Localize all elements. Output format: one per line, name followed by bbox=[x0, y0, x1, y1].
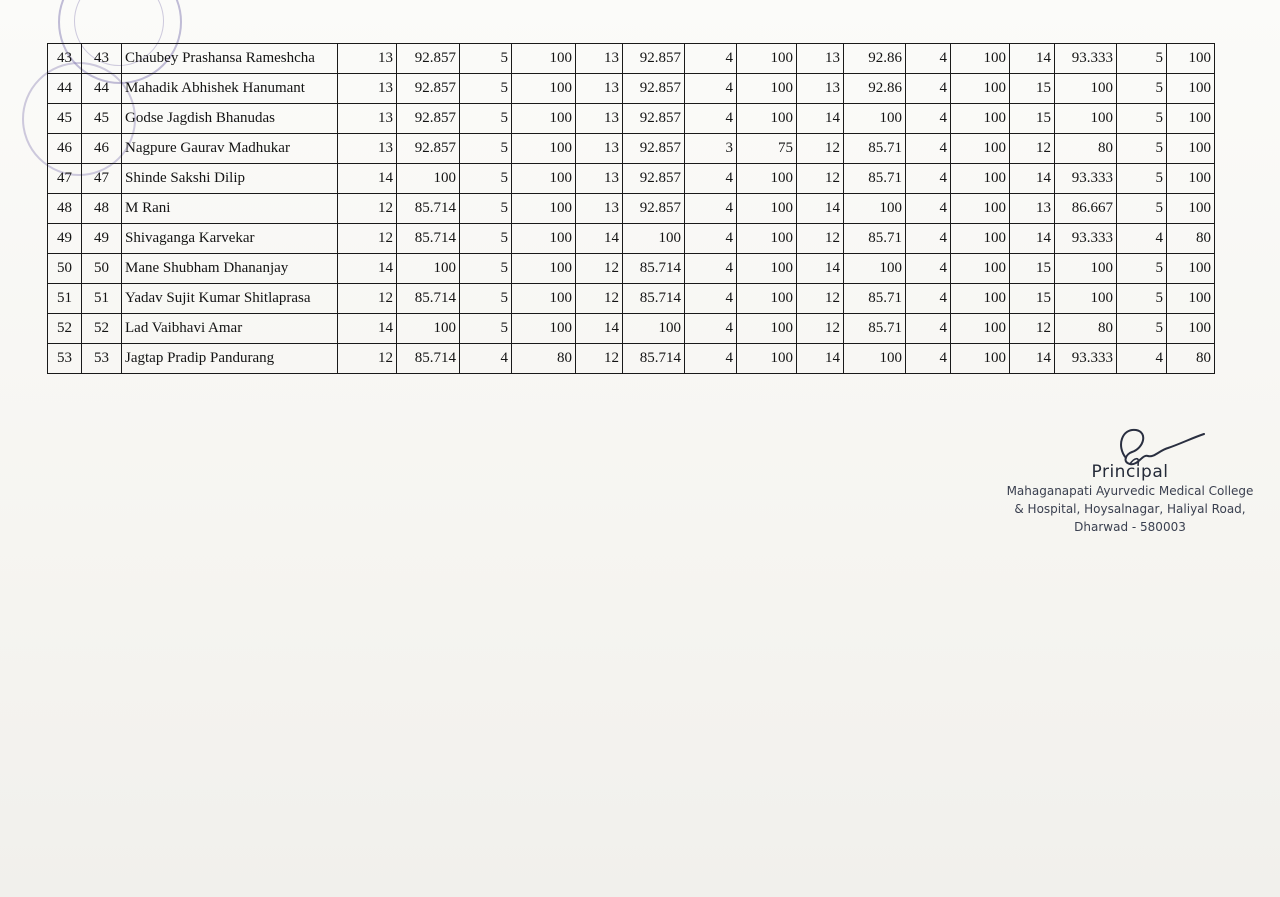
score-cell: 15 bbox=[1010, 74, 1055, 104]
score-cell: 100 bbox=[1167, 284, 1215, 314]
score-cell: 100 bbox=[512, 284, 576, 314]
table-row bbox=[48, 224, 1215, 254]
score-cell: 92.857 bbox=[623, 44, 685, 74]
score-cell: 100 bbox=[512, 74, 576, 104]
score-cell: 100 bbox=[1167, 74, 1215, 104]
score-cell: 92.86 bbox=[844, 74, 906, 104]
score-cell: 12 bbox=[338, 194, 397, 224]
score-cell: 5 bbox=[1117, 104, 1167, 134]
score-cell: 3 bbox=[685, 134, 737, 164]
score-cell: 85.71 bbox=[844, 224, 906, 254]
student-name-cell: Mane Shubham Dhananjay bbox=[122, 254, 338, 284]
score-cell: 14 bbox=[338, 254, 397, 284]
score-cell: 100 bbox=[512, 314, 576, 344]
score-cell: 4 bbox=[685, 194, 737, 224]
score-cell: 13 bbox=[576, 74, 623, 104]
student-name-cell: Shinde Sakshi Dilip bbox=[122, 164, 338, 194]
score-cell: 100 bbox=[1167, 314, 1215, 344]
table-row bbox=[48, 104, 1215, 134]
serial-number-cell: 50 bbox=[48, 254, 82, 284]
score-cell: 13 bbox=[797, 74, 844, 104]
score-cell: 85.714 bbox=[623, 254, 685, 284]
score-cell: 14 bbox=[797, 104, 844, 134]
score-cell: 5 bbox=[460, 104, 512, 134]
score-cell: 92.857 bbox=[397, 104, 460, 134]
score-cell: 4 bbox=[906, 74, 951, 104]
serial-number-cell: 49 bbox=[48, 224, 82, 254]
score-cell: 100 bbox=[737, 164, 797, 194]
score-cell: 14 bbox=[1010, 164, 1055, 194]
serial-number-cell: 46 bbox=[48, 134, 82, 164]
score-cell: 12 bbox=[338, 344, 397, 374]
score-cell: 85.714 bbox=[623, 344, 685, 374]
score-cell: 100 bbox=[951, 314, 1010, 344]
score-cell: 5 bbox=[1117, 194, 1167, 224]
score-cell: 13 bbox=[576, 44, 623, 74]
score-cell: 12 bbox=[338, 224, 397, 254]
score-cell: 85.714 bbox=[397, 194, 460, 224]
score-cell: 85.71 bbox=[844, 314, 906, 344]
serial-number-cell: 48 bbox=[48, 194, 82, 224]
score-cell: 100 bbox=[737, 344, 797, 374]
score-cell: 100 bbox=[737, 74, 797, 104]
roll-number-cell: 45 bbox=[82, 104, 122, 134]
table-row bbox=[48, 314, 1215, 344]
score-cell: 4 bbox=[906, 44, 951, 74]
score-cell: 100 bbox=[737, 254, 797, 284]
score-cell: 4 bbox=[906, 254, 951, 284]
score-cell: 14 bbox=[1010, 344, 1055, 374]
score-cell: 4 bbox=[906, 164, 951, 194]
score-cell: 100 bbox=[737, 104, 797, 134]
score-cell: 4 bbox=[685, 44, 737, 74]
score-cell: 5 bbox=[1117, 164, 1167, 194]
score-cell: 100 bbox=[951, 104, 1010, 134]
score-cell: 5 bbox=[460, 254, 512, 284]
score-cell: 92.857 bbox=[623, 74, 685, 104]
score-cell: 85.71 bbox=[844, 284, 906, 314]
score-cell: 12 bbox=[576, 344, 623, 374]
score-cell: 14 bbox=[338, 314, 397, 344]
score-cell: 92.857 bbox=[397, 44, 460, 74]
score-cell: 100 bbox=[1167, 164, 1215, 194]
score-cell: 92.86 bbox=[844, 44, 906, 74]
score-cell: 100 bbox=[512, 224, 576, 254]
score-cell: 4 bbox=[906, 134, 951, 164]
score-cell: 100 bbox=[844, 344, 906, 374]
score-cell: 4 bbox=[1117, 224, 1167, 254]
score-cell: 93.333 bbox=[1055, 224, 1117, 254]
score-cell: 100 bbox=[844, 254, 906, 284]
score-cell: 100 bbox=[512, 254, 576, 284]
table-row bbox=[48, 254, 1215, 284]
score-cell: 4 bbox=[685, 164, 737, 194]
score-cell: 100 bbox=[951, 344, 1010, 374]
score-cell: 100 bbox=[1055, 254, 1117, 284]
score-cell: 85.714 bbox=[623, 284, 685, 314]
score-cell: 86.667 bbox=[1055, 194, 1117, 224]
score-cell: 92.857 bbox=[397, 134, 460, 164]
score-cell: 13 bbox=[338, 44, 397, 74]
score-cell: 12 bbox=[797, 164, 844, 194]
score-cell: 100 bbox=[737, 314, 797, 344]
score-cell: 5 bbox=[460, 284, 512, 314]
student-name-cell: Godse Jagdish Bhanudas bbox=[122, 104, 338, 134]
table-row bbox=[48, 344, 1215, 374]
score-cell: 100 bbox=[512, 44, 576, 74]
score-cell: 4 bbox=[906, 194, 951, 224]
score-cell: 85.714 bbox=[397, 284, 460, 314]
table-row bbox=[48, 194, 1215, 224]
score-cell: 4 bbox=[906, 344, 951, 374]
table-row bbox=[48, 284, 1215, 314]
score-cell: 4 bbox=[1117, 344, 1167, 374]
score-cell: 100 bbox=[737, 44, 797, 74]
score-cell: 100 bbox=[1167, 134, 1215, 164]
score-cell: 100 bbox=[397, 254, 460, 284]
score-cell: 92.857 bbox=[623, 164, 685, 194]
score-cell: 100 bbox=[397, 314, 460, 344]
score-cell: 5 bbox=[1117, 134, 1167, 164]
score-cell: 12 bbox=[1010, 314, 1055, 344]
score-cell: 5 bbox=[460, 314, 512, 344]
serial-number-cell: 43 bbox=[48, 44, 82, 74]
table-row bbox=[48, 44, 1215, 74]
table-row bbox=[48, 74, 1215, 104]
score-cell: 100 bbox=[737, 284, 797, 314]
serial-number-cell: 51 bbox=[48, 284, 82, 314]
principal-stamp bbox=[985, 462, 1275, 536]
score-cell: 100 bbox=[512, 104, 576, 134]
principal-address-line-3: Dharwad - 580003 bbox=[1074, 520, 1186, 534]
score-cell: 100 bbox=[844, 104, 906, 134]
score-cell: 5 bbox=[460, 134, 512, 164]
table-row bbox=[48, 164, 1215, 194]
score-cell: 4 bbox=[460, 344, 512, 374]
score-cell: 100 bbox=[844, 194, 906, 224]
score-cell: 15 bbox=[1010, 104, 1055, 134]
score-cell: 13 bbox=[576, 194, 623, 224]
score-cell: 85.71 bbox=[844, 134, 906, 164]
score-cell: 12 bbox=[576, 254, 623, 284]
student-name-cell: Jagtap Pradip Pandurang bbox=[122, 344, 338, 374]
score-cell: 5 bbox=[460, 194, 512, 224]
student-name-cell: Yadav Sujit Kumar Shitlaprasa bbox=[122, 284, 338, 314]
score-cell: 5 bbox=[1117, 314, 1167, 344]
principal-address-line-1: Mahaganapati Ayurvedic Medical College bbox=[1006, 484, 1254, 498]
score-cell: 100 bbox=[1167, 254, 1215, 284]
score-cell: 14 bbox=[797, 254, 844, 284]
score-cell: 13 bbox=[338, 74, 397, 104]
score-cell: 100 bbox=[951, 44, 1010, 74]
score-cell: 14 bbox=[1010, 44, 1055, 74]
score-cell: 80 bbox=[512, 344, 576, 374]
score-cell: 100 bbox=[1055, 104, 1117, 134]
score-cell: 100 bbox=[1167, 44, 1215, 74]
score-cell: 5 bbox=[460, 224, 512, 254]
principal-title: Principal bbox=[1091, 462, 1169, 482]
principal-address-line-2: & Hospital, Hoysalnagar, Haliyal Road, bbox=[1014, 502, 1246, 516]
score-cell: 80 bbox=[1055, 314, 1117, 344]
student-name-cell: M Rani bbox=[122, 194, 338, 224]
score-cell: 100 bbox=[951, 284, 1010, 314]
serial-number-cell: 45 bbox=[48, 104, 82, 134]
student-name-cell: Mahadik Abhishek Hanumant bbox=[122, 74, 338, 104]
score-cell: 12 bbox=[797, 314, 844, 344]
score-cell: 100 bbox=[737, 224, 797, 254]
score-cell: 12 bbox=[576, 284, 623, 314]
serial-number-cell: 44 bbox=[48, 74, 82, 104]
score-cell: 4 bbox=[906, 224, 951, 254]
score-cell: 85.714 bbox=[397, 344, 460, 374]
score-cell: 85.71 bbox=[844, 164, 906, 194]
score-cell: 5 bbox=[1117, 284, 1167, 314]
score-cell: 4 bbox=[906, 314, 951, 344]
score-cell: 80 bbox=[1167, 224, 1215, 254]
score-cell: 75 bbox=[737, 134, 797, 164]
score-cell: 4 bbox=[685, 254, 737, 284]
score-cell: 92.857 bbox=[397, 74, 460, 104]
score-cell: 15 bbox=[1010, 254, 1055, 284]
roll-number-cell: 48 bbox=[82, 194, 122, 224]
student-name-cell: Nagpure Gaurav Madhukar bbox=[122, 134, 338, 164]
student-name-cell: Lad Vaibhavi Amar bbox=[122, 314, 338, 344]
score-cell: 100 bbox=[623, 224, 685, 254]
score-cell: 5 bbox=[460, 74, 512, 104]
score-cell: 13 bbox=[338, 104, 397, 134]
score-cell: 5 bbox=[460, 44, 512, 74]
roll-number-cell: 46 bbox=[82, 134, 122, 164]
roll-number-cell: 52 bbox=[82, 314, 122, 344]
serial-number-cell: 52 bbox=[48, 314, 82, 344]
score-cell: 5 bbox=[460, 164, 512, 194]
score-cell: 100 bbox=[397, 164, 460, 194]
score-cell: 14 bbox=[338, 164, 397, 194]
score-cell: 12 bbox=[338, 284, 397, 314]
table-body bbox=[48, 44, 1215, 374]
score-cell: 5 bbox=[1117, 74, 1167, 104]
roll-number-cell: 44 bbox=[82, 74, 122, 104]
roll-number-cell: 47 bbox=[82, 164, 122, 194]
score-cell: 4 bbox=[685, 344, 737, 374]
score-cell: 13 bbox=[1010, 194, 1055, 224]
score-cell: 12 bbox=[1010, 134, 1055, 164]
score-cell: 4 bbox=[685, 104, 737, 134]
score-cell: 100 bbox=[951, 194, 1010, 224]
student-name-cell: Chaubey Prashansa Rameshcha bbox=[122, 44, 338, 74]
score-cell: 4 bbox=[906, 104, 951, 134]
roll-number-cell: 51 bbox=[82, 284, 122, 314]
score-cell: 85.714 bbox=[397, 224, 460, 254]
score-cell: 14 bbox=[576, 224, 623, 254]
score-cell: 100 bbox=[737, 194, 797, 224]
score-cell: 100 bbox=[951, 224, 1010, 254]
roll-number-cell: 43 bbox=[82, 44, 122, 74]
roll-number-cell: 50 bbox=[82, 254, 122, 284]
score-cell: 13 bbox=[576, 164, 623, 194]
score-cell: 12 bbox=[797, 134, 844, 164]
score-cell: 4 bbox=[685, 314, 737, 344]
score-cell: 80 bbox=[1167, 344, 1215, 374]
score-cell: 93.333 bbox=[1055, 344, 1117, 374]
roll-number-cell: 49 bbox=[82, 224, 122, 254]
score-cell: 100 bbox=[512, 194, 576, 224]
score-cell: 93.333 bbox=[1055, 44, 1117, 74]
score-cell: 100 bbox=[951, 74, 1010, 104]
score-cell: 14 bbox=[797, 194, 844, 224]
score-cell: 100 bbox=[1055, 74, 1117, 104]
score-cell: 100 bbox=[951, 134, 1010, 164]
student-name-cell: Shivaganga Karvekar bbox=[122, 224, 338, 254]
table-row bbox=[48, 134, 1215, 164]
score-cell: 92.857 bbox=[623, 134, 685, 164]
score-cell: 92.857 bbox=[623, 194, 685, 224]
score-cell: 12 bbox=[797, 224, 844, 254]
score-cell: 4 bbox=[685, 74, 737, 104]
attendance-marks-table bbox=[47, 43, 1215, 374]
score-cell: 100 bbox=[1055, 284, 1117, 314]
score-cell: 5 bbox=[1117, 44, 1167, 74]
score-cell: 100 bbox=[512, 134, 576, 164]
score-cell: 12 bbox=[797, 284, 844, 314]
score-cell: 100 bbox=[951, 164, 1010, 194]
roll-number-cell: 53 bbox=[82, 344, 122, 374]
serial-number-cell: 47 bbox=[48, 164, 82, 194]
score-cell: 92.857 bbox=[623, 104, 685, 134]
score-cell: 4 bbox=[685, 284, 737, 314]
score-cell: 93.333 bbox=[1055, 164, 1117, 194]
score-cell: 4 bbox=[685, 224, 737, 254]
score-cell: 80 bbox=[1055, 134, 1117, 164]
score-cell: 100 bbox=[512, 164, 576, 194]
score-cell: 5 bbox=[1117, 254, 1167, 284]
serial-number-cell: 53 bbox=[48, 344, 82, 374]
score-cell: 4 bbox=[906, 284, 951, 314]
score-cell: 13 bbox=[797, 44, 844, 74]
score-cell: 100 bbox=[1167, 104, 1215, 134]
score-cell: 14 bbox=[576, 314, 623, 344]
score-cell: 100 bbox=[623, 314, 685, 344]
score-cell: 100 bbox=[951, 254, 1010, 284]
score-cell: 14 bbox=[1010, 224, 1055, 254]
score-cell: 15 bbox=[1010, 284, 1055, 314]
score-cell: 13 bbox=[576, 134, 623, 164]
score-cell: 13 bbox=[576, 104, 623, 134]
score-cell: 13 bbox=[338, 134, 397, 164]
score-cell: 14 bbox=[797, 344, 844, 374]
score-cell: 100 bbox=[1167, 194, 1215, 224]
